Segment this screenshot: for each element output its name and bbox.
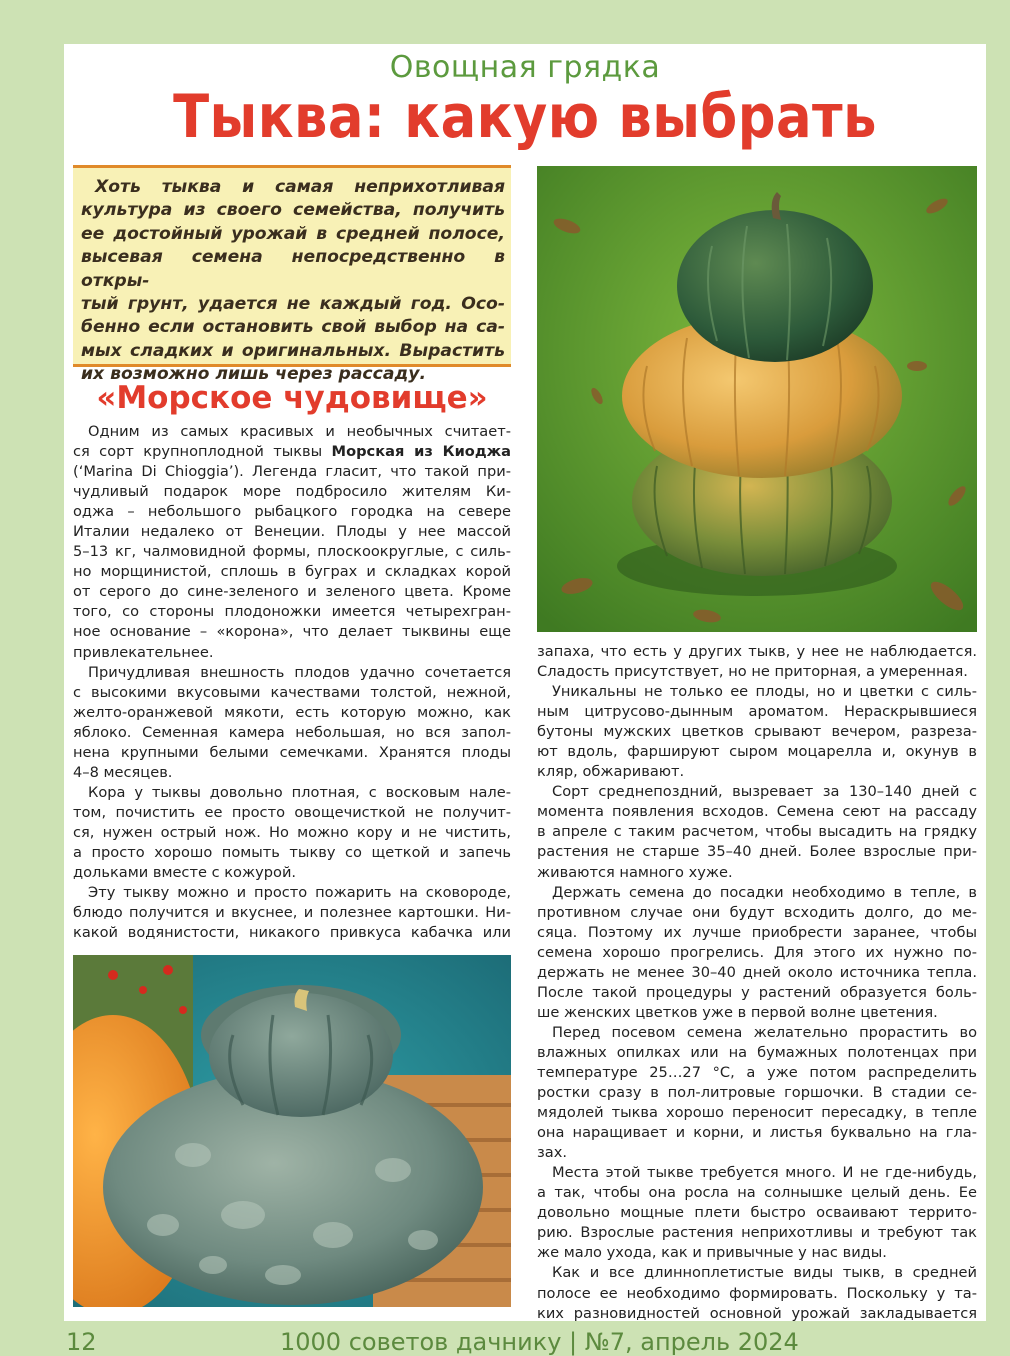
lead-line: высевая семена непосредственно в откры-: [81, 247, 505, 291]
text-line: довольно мощные плети быстро осваивают террито-: [537, 1204, 977, 1222]
text-line: Уникальны не только ее плоды, но и цветки с силь-: [552, 683, 977, 701]
text-line: блюдо получится и вкуснее, и полезнее картошки. Ни-: [73, 904, 511, 922]
left-column-text: [73, 422, 511, 943]
text-line: же мало ухода, как и привычные у нас виды.: [537, 1244, 887, 1262]
text-line: с высокими вкусовыми качествами толстой, нежной,: [73, 683, 511, 701]
right-column-text: [537, 642, 977, 1324]
text-line: желто-оранжевой мякоти, есть которую можно, как: [73, 703, 511, 721]
text-line: ростки сразу в пол-литровые горшочки. В стадии се-: [537, 1084, 977, 1102]
text-line: дольками вместе с кожурой.: [73, 864, 297, 882]
magazine-footer: 1000 советов дачнику | №7, апрель 2024: [280, 1328, 799, 1356]
text-line: оджа – небольшого рыбацкого городка на севере: [73, 503, 511, 521]
text-line: но морщинистой, сплошь в буграх и складках корой: [73, 563, 511, 581]
text-line: семена хорошо прогрелись. Для этого их нужно по-: [537, 943, 977, 961]
text-line: кляр, обжаривают.: [537, 763, 685, 781]
text-line: ких разновидностей основной урожай закладывается: [537, 1304, 977, 1322]
lead-line: их возможно лишь через рассаду.: [81, 364, 427, 385]
text-line: живаются намного хуже.: [537, 863, 733, 881]
text-line: ным цитрусово-дынным ароматом. Нераскрывшиеся: [537, 703, 977, 721]
text-line: рию. Взрослые растения неприхотливы и требуют так: [537, 1224, 977, 1242]
text-line: бутоны мужских цветков срывают вечером, разреза-: [537, 723, 977, 741]
text-line: Перед посевом семена желательно прорастить во: [552, 1023, 977, 1041]
text-line: полосе ее необходимо формировать. Поскольку у та-: [537, 1284, 977, 1302]
text-line: Сорт среднепоздний, вызревает за 130–140 дней с: [552, 783, 977, 801]
text-line: (‘Marina Di Chioggia’). Легенда гласит, что такой при-: [73, 463, 511, 481]
text-line: Одним из самых красивых и необычных считает-: [88, 423, 511, 440]
text-line: ся сорт крупноплодной тыквы Морская из Киоджа: [73, 443, 511, 461]
text-line: 4–8 месяцев.: [73, 763, 173, 781]
section-rubric: Овощная грядка: [389, 50, 661, 85]
text-line: зах.: [537, 1144, 567, 1162]
text-line: Эту тыкву можно и просто пожарить на сковороде,: [88, 884, 511, 902]
text-line: ют вдоль, фаршируют сыром моцарелла и, окунув в: [537, 743, 977, 761]
text-line: противном случае они будут всходить долго, до ме-: [537, 903, 977, 921]
text-line: Сладость присутствует, но не приторная, а умеренная.: [537, 663, 968, 681]
lead-line: тый грунт, удается не каждый год. Осо-: [81, 294, 505, 315]
text-line: Италии недалеко от Венеции. Плоды у нее массой: [73, 523, 511, 541]
lead-line: бенно если остановить свой выбор на са-: [81, 317, 505, 338]
photo-stacked-pumpkins: [537, 166, 977, 632]
text-line: Как и все длинноплетистые виды тыкв, в средней: [552, 1264, 977, 1282]
text-line: Причудливая внешность плодов удачно сочетается: [88, 663, 511, 681]
text-line: нена крупными белыми семечками. Хранятся плоды: [73, 743, 511, 761]
text-line: яблоко. Семенная камера небольшая, но вся запол-: [73, 723, 511, 741]
text-line: ся, нужен острый нож. Но можно кору и не чистить,: [73, 823, 511, 841]
text-line: момента появления всходов. Семена сеют на рассаду: [537, 803, 977, 821]
lead-line: ее достойный урожай в средней полосе,: [81, 223, 505, 244]
text-line: а просто хорошо помыть тыкву со щеткой и запечь: [73, 843, 511, 861]
text-line: Держать семена до посадки необходимо в тепле, в: [552, 883, 977, 901]
article-headline: Тыква: какую выбрать: [173, 82, 877, 152]
text-line: влажных опилках или на бумажных полотенцах при: [537, 1043, 977, 1061]
variety-name: Морская из Киоджа: [331, 443, 511, 461]
text-line: держать не менее 30–40 дней около источника тепла.: [537, 963, 977, 981]
text-line: запаха, что есть у других тыкв, у нее не наблюдается.: [537, 643, 977, 660]
lead-line: Хоть тыква и самая неприхотливая: [95, 177, 505, 197]
text-line: чудливый подарок море подбросило жителям Ки-: [73, 483, 511, 501]
text-line: в апреле с таким расчетом, чтобы высадить на грядку: [537, 823, 977, 841]
lead-line: культура из своего семейства, получить: [81, 200, 505, 221]
text-line: того, со стороны плодоножки имеется четырехгран-: [73, 603, 511, 621]
text-line: ное основание – «корона», что делает тыквины еще: [73, 623, 511, 641]
text-line: ше женских цветков уже в первой волне цветения.: [537, 1003, 938, 1021]
lead-line: мых сладких и оригинальных. Вырастить: [81, 340, 505, 361]
text-line: мядолей тыква хорошо переносит пересадку, в тепле: [537, 1104, 977, 1122]
page-number: 12: [66, 1328, 97, 1356]
text-line: температуре 25…27 °С, а уже потом распределить: [537, 1063, 977, 1081]
text-line: 5–13 кг, чалмовидной формы, плоскоокруглые, с силь-: [73, 543, 511, 561]
text-line: сяца. Поэтому их лучше приобрести заранее, чтобы: [537, 923, 977, 941]
text-line: от серого до сине-зеленого и зеленого цвета. Кроме: [73, 583, 511, 601]
text-line: а так, чтобы она росла на солнышке целый день. Ее: [537, 1184, 977, 1202]
text-line: том, почистить ее просто овощечисткой не получит-: [73, 803, 511, 821]
text-line: она наращивает и корни, и листья буквально на гла-: [537, 1124, 977, 1142]
text-line: какой водянистости, никакого привкуса кабачка или: [73, 924, 511, 942]
photo-marina-di-chioggia-pumpkin: [73, 955, 511, 1307]
text-line: Кора у тыквы довольно плотная, с восковым нале-: [88, 783, 511, 801]
section-title: «Морское чудовище»: [96, 380, 488, 416]
text-line: привлекательнее.: [73, 643, 214, 661]
text-line: Места этой тыкве требуется много. И не где-нибудь,: [552, 1164, 977, 1182]
lead-paragraph: [73, 165, 511, 385]
text-line: растения не старше 35–40 дней. Более взрослые при-: [537, 843, 977, 861]
text-line: После такой процедуры у растений образуется боль-: [537, 983, 977, 1001]
